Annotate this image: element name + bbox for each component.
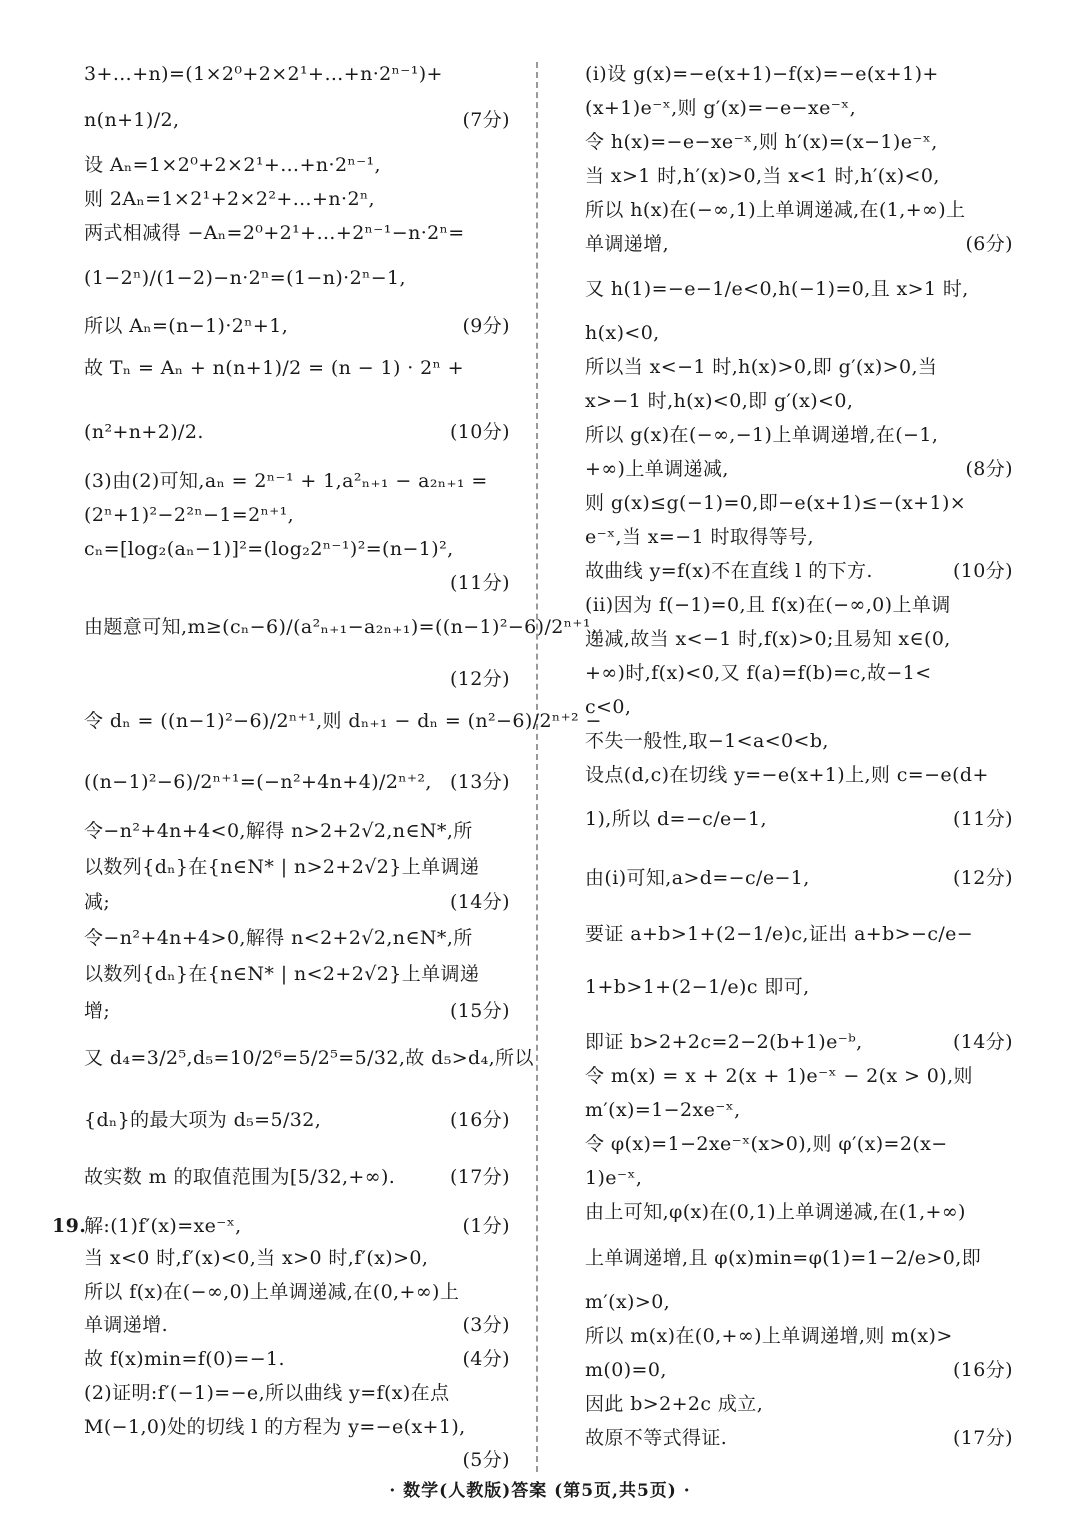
right-line xyxy=(585,1030,1013,1054)
left-line xyxy=(84,420,510,444)
right-line xyxy=(585,695,1013,719)
left-line xyxy=(84,709,602,733)
right-line xyxy=(585,593,1013,617)
solution-text: {dₙ}的最大项为 d₅=5/32, xyxy=(84,1109,322,1131)
score-mark: (12分) xyxy=(449,668,510,690)
solution-text: 1)e⁻ˣ, xyxy=(585,1167,643,1189)
solution-text: 单调递增. xyxy=(84,1314,169,1336)
solution-text: 又 d₄=3/2⁵,d₅=10/2⁶=5/2⁵=5/32,故 d₅>d₄,所以 xyxy=(84,1047,534,1069)
right-line xyxy=(585,661,1013,685)
left-line xyxy=(84,1046,534,1070)
left-line xyxy=(84,356,510,380)
solution-text: 即证 b>2+2c=2−2(b+1)e⁻ᵇ, xyxy=(585,1031,863,1053)
solution-text: 当 x>1 时,h′(x)>0,当 x<1 时,h′(x)<0, xyxy=(585,165,940,187)
solution-text: 上单调递增,且 φ(x)min=φ(1)=1−2/e>0,即 xyxy=(585,1247,982,1269)
solution-text: 因此 b>2+2c 成立, xyxy=(585,1393,764,1415)
right-line xyxy=(585,1246,1013,1270)
score-mark: (14分) xyxy=(449,891,510,913)
left-line xyxy=(84,1313,510,1337)
left-line xyxy=(84,1415,510,1439)
left-line xyxy=(84,108,510,132)
solution-text: 解:(1)f′(x)=xe⁻ˣ, xyxy=(84,1215,242,1237)
right-line xyxy=(585,1426,1013,1450)
solution-text: 不失一般性,取−1<a<0<b, xyxy=(585,730,829,752)
solution-text: x>−1 时,h(x)<0,即 g′(x)<0, xyxy=(585,390,854,412)
solution-text: (2ⁿ+1)²−2²ⁿ−1=2ⁿ⁺¹, xyxy=(84,504,295,526)
right-line xyxy=(585,1064,1013,1088)
left-line xyxy=(84,187,510,211)
score-mark: (8分) xyxy=(965,458,1013,480)
solution-text: 则 g(x)≤g(−1)=0,即−e(x+1)≤−(x+1)× xyxy=(585,492,967,514)
solution-text: 令 h(x)=−e−xe⁻ˣ,则 h′(x)=(x−1)e⁻ˣ, xyxy=(585,131,938,153)
solution-text: (3)由(2)可知,aₙ = 2ⁿ⁻¹ + 1,a²ₙ₊₁ − a₂ₙ₊₁ = xyxy=(84,470,488,492)
left-line xyxy=(84,1165,510,1189)
right-line xyxy=(585,62,1013,86)
solution-text: (x+1)e⁻ˣ,则 g′(x)=−e−xe⁻ˣ, xyxy=(585,97,857,119)
solution-text: 单调递增, xyxy=(585,233,670,255)
left-line xyxy=(84,62,510,86)
solution-text: (1−2ⁿ)/(1−2)−n·2ⁿ=(1−n)·2ⁿ−1, xyxy=(84,267,406,289)
right-line xyxy=(585,198,1013,222)
score-mark: (16分) xyxy=(449,1109,510,1131)
left-line xyxy=(84,1280,510,1304)
left-line xyxy=(84,1381,510,1405)
score-mark: (9分) xyxy=(462,315,510,337)
left-line xyxy=(84,266,510,290)
right-line xyxy=(585,807,1013,831)
score-mark: (10分) xyxy=(952,560,1013,582)
left-line xyxy=(84,999,510,1023)
left-line xyxy=(84,314,510,338)
solution-text: m(0)=0, xyxy=(585,1359,667,1381)
right-line xyxy=(585,232,1013,256)
solution-text: (2)证明:f′(−1)=−e,所以曲线 y=f(x)在点 xyxy=(84,1382,450,1404)
left-line xyxy=(52,1214,510,1238)
solution-text: 1),所以 d=−c/e−1, xyxy=(585,808,767,830)
right-line xyxy=(585,355,1013,379)
score-mark: (6分) xyxy=(965,233,1013,255)
solution-text: 3+…+n)=(1×2⁰+2×2¹+…+n·2ⁿ⁻¹)+ xyxy=(84,63,443,85)
score-mark: (17分) xyxy=(449,1166,510,1188)
right-line xyxy=(585,96,1013,120)
solution-text: 令 m(x) = x + 2(x + 1)e⁻ˣ − 2(x > 0),则 xyxy=(585,1065,973,1087)
solution-text: 由题意可知,m≥(cₙ−6)/(a²ₙ₊₁−a₂ₙ₊₁)=((n−1)²−6)/2ⁿ⁺¹, xyxy=(84,616,598,638)
solution-text: 所以 f(x)在(−∞,0)上单调递减,在(0,+∞)上 xyxy=(84,1281,460,1303)
solution-text: 所以 Aₙ=(n−1)·2ⁿ+1, xyxy=(84,315,289,337)
score-mark: (13分) xyxy=(449,771,510,793)
score-mark: (5分) xyxy=(462,1449,510,1471)
solution-text: 1+b>1+(2−1/e)c 即可, xyxy=(585,976,810,998)
solution-text: (i)设 g(x)=−e(x+1)−f(x)=−e(x+1)+ xyxy=(585,63,939,85)
solution-text: 以数列{dₙ}在{n∈N* | n<2+2√2}上单调递 xyxy=(84,963,480,985)
column-divider xyxy=(536,62,538,1472)
left-line xyxy=(84,615,598,639)
solution-text: c<0, xyxy=(585,696,632,718)
right-line xyxy=(585,1392,1013,1416)
page-footer: · 数学(人教版)答案 (第5页,共5页) · xyxy=(389,1481,691,1501)
solution-text: 增; xyxy=(84,1000,111,1022)
solution-text: 令−n²+4n+4>0,解得 n<2+2√2,n∈N*,所 xyxy=(84,927,473,949)
right-line xyxy=(585,130,1013,154)
score-mark: (3分) xyxy=(462,1314,510,1336)
left-line xyxy=(84,221,510,245)
score-mark: (12分) xyxy=(952,867,1013,889)
right-line xyxy=(585,1290,1013,1314)
solution-text: e⁻ˣ,当 x=−1 时取得等号, xyxy=(585,526,814,548)
left-line xyxy=(84,1448,510,1472)
right-line xyxy=(585,1358,1013,1382)
solution-text: 由(i)可知,a>d=−c/e−1, xyxy=(585,867,810,889)
left-line xyxy=(84,890,510,914)
right-line xyxy=(585,559,1013,583)
right-line xyxy=(585,627,1013,651)
right-line xyxy=(585,457,1013,481)
solution-text: 令−n²+4n+4<0,解得 n>2+2√2,n∈N*,所 xyxy=(84,820,473,842)
score-mark: (4分) xyxy=(462,1348,510,1370)
solution-text: 减; xyxy=(84,891,111,913)
solution-text: 当 x<0 时,f′(x)<0,当 x>0 时,f′(x)>0, xyxy=(84,1247,429,1269)
score-mark: (1分) xyxy=(462,1215,510,1237)
right-line xyxy=(585,866,1013,890)
score-mark: (17分) xyxy=(952,1427,1013,1449)
right-line xyxy=(585,1324,1013,1348)
left-line xyxy=(84,571,510,595)
solution-text: 所以 h(x)在(−∞,1)上单调递减,在(1,+∞)上 xyxy=(585,199,966,221)
right-line xyxy=(585,389,1013,413)
right-line xyxy=(585,1166,1013,1190)
solution-text: 由上可知,φ(x)在(0,1)上单调递减,在(1,+∞) xyxy=(585,1201,966,1223)
solution-text: cₙ=[log₂(aₙ−1)]²=(log₂2ⁿ⁻¹)²=(n−1)², xyxy=(84,538,454,560)
solution-text: M(−1,0)处的切线 l 的方程为 y=−e(x+1), xyxy=(84,1416,466,1438)
right-line xyxy=(585,1200,1013,1224)
solution-text: +∞)上单调递减, xyxy=(585,458,729,480)
solution-text: 设 Aₙ=1×2⁰+2×2¹+…+n·2ⁿ⁻¹, xyxy=(84,154,381,176)
left-line xyxy=(84,855,510,879)
left-line xyxy=(84,469,510,493)
solution-text: 故 Tₙ = Aₙ + n(n+1)/2 = (n − 1) · 2ⁿ + xyxy=(84,357,465,379)
right-line xyxy=(585,1098,1013,1122)
solution-text: h(x)<0, xyxy=(585,322,660,344)
solution-text: m′(x)=1−2xe⁻ˣ, xyxy=(585,1099,741,1121)
left-line xyxy=(84,770,510,794)
solution-text: 递减,故当 x<−1 时,f(x)>0;且易知 x∈(0, xyxy=(585,628,951,650)
score-mark: (11分) xyxy=(449,572,510,594)
left-line xyxy=(84,503,510,527)
solution-text: 要证 a+b>1+(2−1/e)c,证出 a+b>−c/e− xyxy=(585,923,974,945)
left-line xyxy=(84,1108,510,1132)
right-line xyxy=(585,729,1013,753)
right-line xyxy=(585,763,1013,787)
right-line xyxy=(585,922,1013,946)
right-line xyxy=(585,491,1013,515)
right-line xyxy=(585,321,1013,345)
score-mark: (10分) xyxy=(449,421,510,443)
solution-text: 两式相减得 −Aₙ=2⁰+2¹+…+2ⁿ⁻¹−n·2ⁿ= xyxy=(84,222,465,244)
left-line xyxy=(84,962,510,986)
score-mark: (16分) xyxy=(952,1359,1013,1381)
solution-text: n(n+1)/2, xyxy=(84,109,180,131)
left-line xyxy=(84,153,510,177)
solution-text: 则 2Aₙ=1×2¹+2×2²+…+n·2ⁿ, xyxy=(84,188,375,210)
left-line xyxy=(84,1347,510,1371)
solution-text: (ii)因为 f(−1)=0,且 f(x)在(−∞,0)上单调 xyxy=(585,594,951,616)
solution-text: 设点(d,c)在切线 y=−e(x+1)上,则 c=−e(d+ xyxy=(585,764,989,786)
left-line xyxy=(84,667,510,691)
solution-text: 又 h(1)=−e−1/e<0,h(−1)=0,且 x>1 时, xyxy=(585,278,969,300)
solution-text: 故实数 m 的取值范围为[5/32,+∞). xyxy=(84,1166,396,1188)
right-line xyxy=(585,525,1013,549)
solution-text: (n²+n+2)/2. xyxy=(84,421,204,443)
solution-text: 故曲线 y=f(x)不在直线 l 的下方. xyxy=(585,560,873,582)
right-line xyxy=(585,277,1013,301)
score-mark: (15分) xyxy=(449,1000,510,1022)
right-line xyxy=(585,423,1013,447)
score-mark: (14分) xyxy=(952,1031,1013,1053)
solution-text: m′(x)>0, xyxy=(585,1291,671,1313)
score-mark: (7分) xyxy=(462,109,510,131)
right-line xyxy=(585,164,1013,188)
left-line xyxy=(84,1246,510,1270)
solution-text: ((n−1)²−6)/2ⁿ⁺¹=(−n²+4n+4)/2ⁿ⁺², xyxy=(84,771,432,793)
left-line xyxy=(84,537,510,561)
right-line xyxy=(585,1132,1013,1156)
solution-text: 以数列{dₙ}在{n∈N* | n>2+2√2}上单调递 xyxy=(84,856,480,878)
right-line xyxy=(585,975,1013,999)
solution-text: 故 f(x)min=f(0)=−1. xyxy=(84,1348,285,1370)
solution-text: 所以当 x<−1 时,h(x)>0,即 g′(x)>0,当 xyxy=(585,356,938,378)
solution-text: 令 dₙ = ((n−1)²−6)/2ⁿ⁺¹,则 dₙ₊₁ − dₙ = (n²−6)/2ⁿ⁺² − xyxy=(84,710,602,732)
problem-number: 19. xyxy=(52,1215,87,1237)
solution-text: +∞)时,f(x)<0,又 f(a)=f(b)=c,故−1< xyxy=(585,662,932,684)
solution-text: 所以 m(x)在(0,+∞)上单调递增,则 m(x)> xyxy=(585,1325,953,1347)
solution-text: 故原不等式得证. xyxy=(585,1427,728,1449)
left-line xyxy=(84,926,510,950)
solution-text: 令 φ(x)=1−2xe⁻ˣ(x>0),则 φ′(x)=2(x− xyxy=(585,1133,948,1155)
score-mark: (11分) xyxy=(952,808,1013,830)
solution-text: 所以 g(x)在(−∞,−1)上单调递增,在(−1, xyxy=(585,424,939,446)
left-line xyxy=(84,819,510,843)
